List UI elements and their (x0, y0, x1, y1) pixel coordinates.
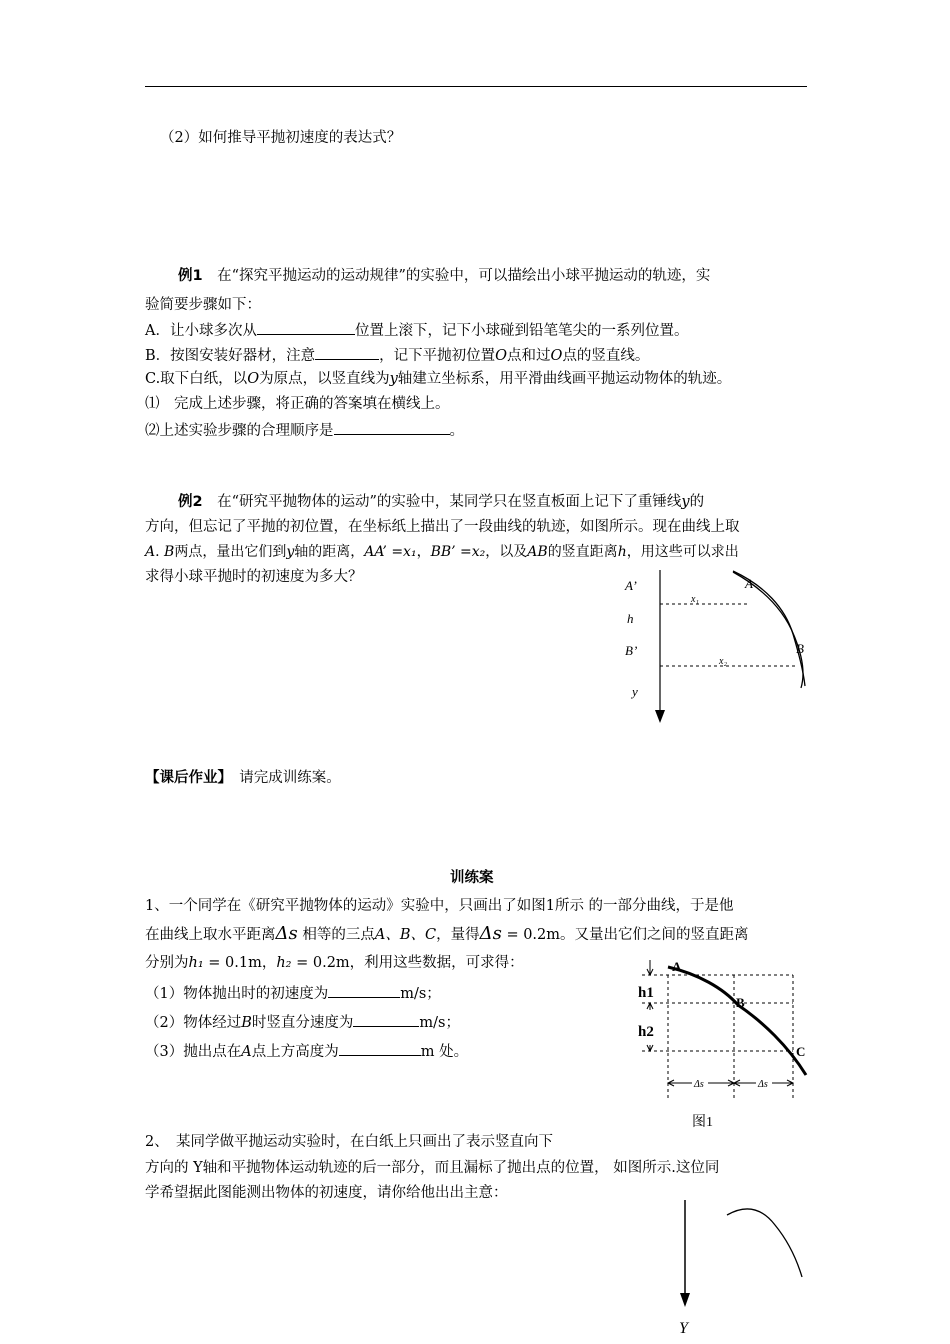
header-rule (145, 86, 807, 87)
label-h1: h1 (638, 985, 654, 1001)
figure-1-caption: 图1 (692, 1115, 713, 1130)
label-ds1: Δs (694, 1079, 704, 1090)
example-1-step-c: C.取下白纸，以O为原点，以竖直线为y轴建立坐标系，用平滑曲线画平抛运动物体的轨迹。 (145, 371, 732, 387)
label-h: h (627, 611, 634, 626)
label-a-prime: A’ (625, 578, 637, 593)
blank-order[interactable] (334, 419, 450, 435)
trajectory-curve-main (733, 571, 805, 686)
figure-1 (628, 950, 818, 1135)
y-axis-arrow-icon (655, 710, 665, 723)
homework-text: 请完成训练案。 (239, 770, 341, 786)
example-1-intro: 在“探究平抛运动的运动规律”的实验中，可以描绘出小球平抛运动的轨迹，实 (217, 268, 711, 284)
training-q2-line3: 学希望据此图能测出物体的初速度，请你给他出出主意： (145, 1185, 508, 1201)
training-q1-line2: 在曲线上取水平距离Δs 相等的三点A、B、C，量得Δs = 0.2m。又量出它们之间的竖直距离 (145, 923, 749, 944)
figure-2-y-label: Y (679, 1320, 688, 1337)
example-1-q2: ⑵上述实验步骤的合理顺序是 。 (145, 419, 464, 441)
training-q1-sub2: （2）物体经过B时竖直分速度为 m/s； (145, 1011, 460, 1033)
training-q1-sub3: （3）抛出点在A点上方高度为 m 处。 (145, 1040, 468, 1062)
label-ds2: Δs (758, 1079, 768, 1090)
example-2-line4: 求得小球平抛时的初速度为多大？ (145, 569, 363, 585)
example-1-step-a: A．让小球多次从 位置上滚下，记下小球碰到铅笔笔尖的一系列位置。 (145, 319, 688, 341)
label-h2: h2 (638, 1024, 654, 1040)
blank-v0[interactable] (328, 982, 400, 998)
training-q1-sub1: （1）物体抛出时的初速度为 m/s； (145, 982, 441, 1004)
figure-1-curve (668, 967, 806, 1075)
example-2-line2: 方向，但忘记了平抛的初位置，在坐标纸上描出了一段曲线的轨迹，如图所示。现在曲线上取 (145, 519, 740, 535)
example-2-line3: A. B两点，量出它们到y轴的距离，AA’ =x₁，BB’ =x₂，以及AB的竖直距离h，用这些可以求出 (145, 544, 739, 560)
example-1-label: 例1 (178, 268, 203, 284)
label-b: B (796, 641, 804, 656)
training-q1-line1: 1、一个同学在《研究平抛物体的运动》实验中，只画出了如图1所示 的一部分曲线，于是他 (145, 898, 734, 914)
example-1-line2: 验简要步骤如下： (145, 297, 261, 313)
example-2-figure (615, 568, 815, 728)
example-1-line1 (178, 266, 710, 286)
blank-b[interactable] (315, 344, 379, 360)
training-title: 训练案 (450, 870, 494, 886)
label-x1: x₁ (691, 594, 699, 605)
training-q1-line3: 分别为h₁ = 0.1m，h₂ = 0.2m，利用这些数据，可求得： (145, 955, 524, 971)
example-2-label: 例2 (178, 494, 203, 510)
example-2-line1: 例2 在“研究平抛物体的运动”的实验中，某同学只在竖直板面上记下了重锤线y的 (178, 494, 705, 510)
label-point-c: C (796, 1044, 806, 1059)
figure-2 (665, 1195, 815, 1340)
blank-a[interactable] (257, 319, 355, 335)
figure-2-curve (727, 1209, 802, 1277)
label-a: A (745, 576, 753, 591)
label-point-a: A (672, 959, 682, 974)
example-1-q1: ⑴ 完成上述步骤，将正确的答案填在横线上。 (145, 396, 450, 412)
blank-height[interactable] (339, 1040, 421, 1056)
question-2-title: （2）如何推导平抛初速度的表达式？ (160, 130, 402, 146)
training-q2-line2: 方向的 Y轴和平抛物体运动轨迹的后一部分，而且漏标了抛出点的位置， 如图所示.这位同 (145, 1160, 720, 1176)
training-q2-line1: 2、 某同学做平抛运动实验时，在白纸上只画出了表示竖直向下 (145, 1134, 553, 1150)
label-x2: x₂ (719, 656, 727, 667)
homework-line (145, 768, 341, 788)
trajectory-curve (733, 572, 803, 688)
homework-label: 【课后作业】 (145, 770, 225, 786)
blank-vb[interactable] (353, 1011, 419, 1027)
figure-2-arrow-icon (680, 1293, 690, 1307)
label-b-prime: B’ (625, 643, 638, 658)
label-point-b: B (736, 995, 745, 1010)
label-y: y (632, 684, 638, 699)
example-1-step-b: B．按图安装好器材，注意 ，记下平抛初位置O点和过O点的竖直线。 (145, 344, 649, 366)
